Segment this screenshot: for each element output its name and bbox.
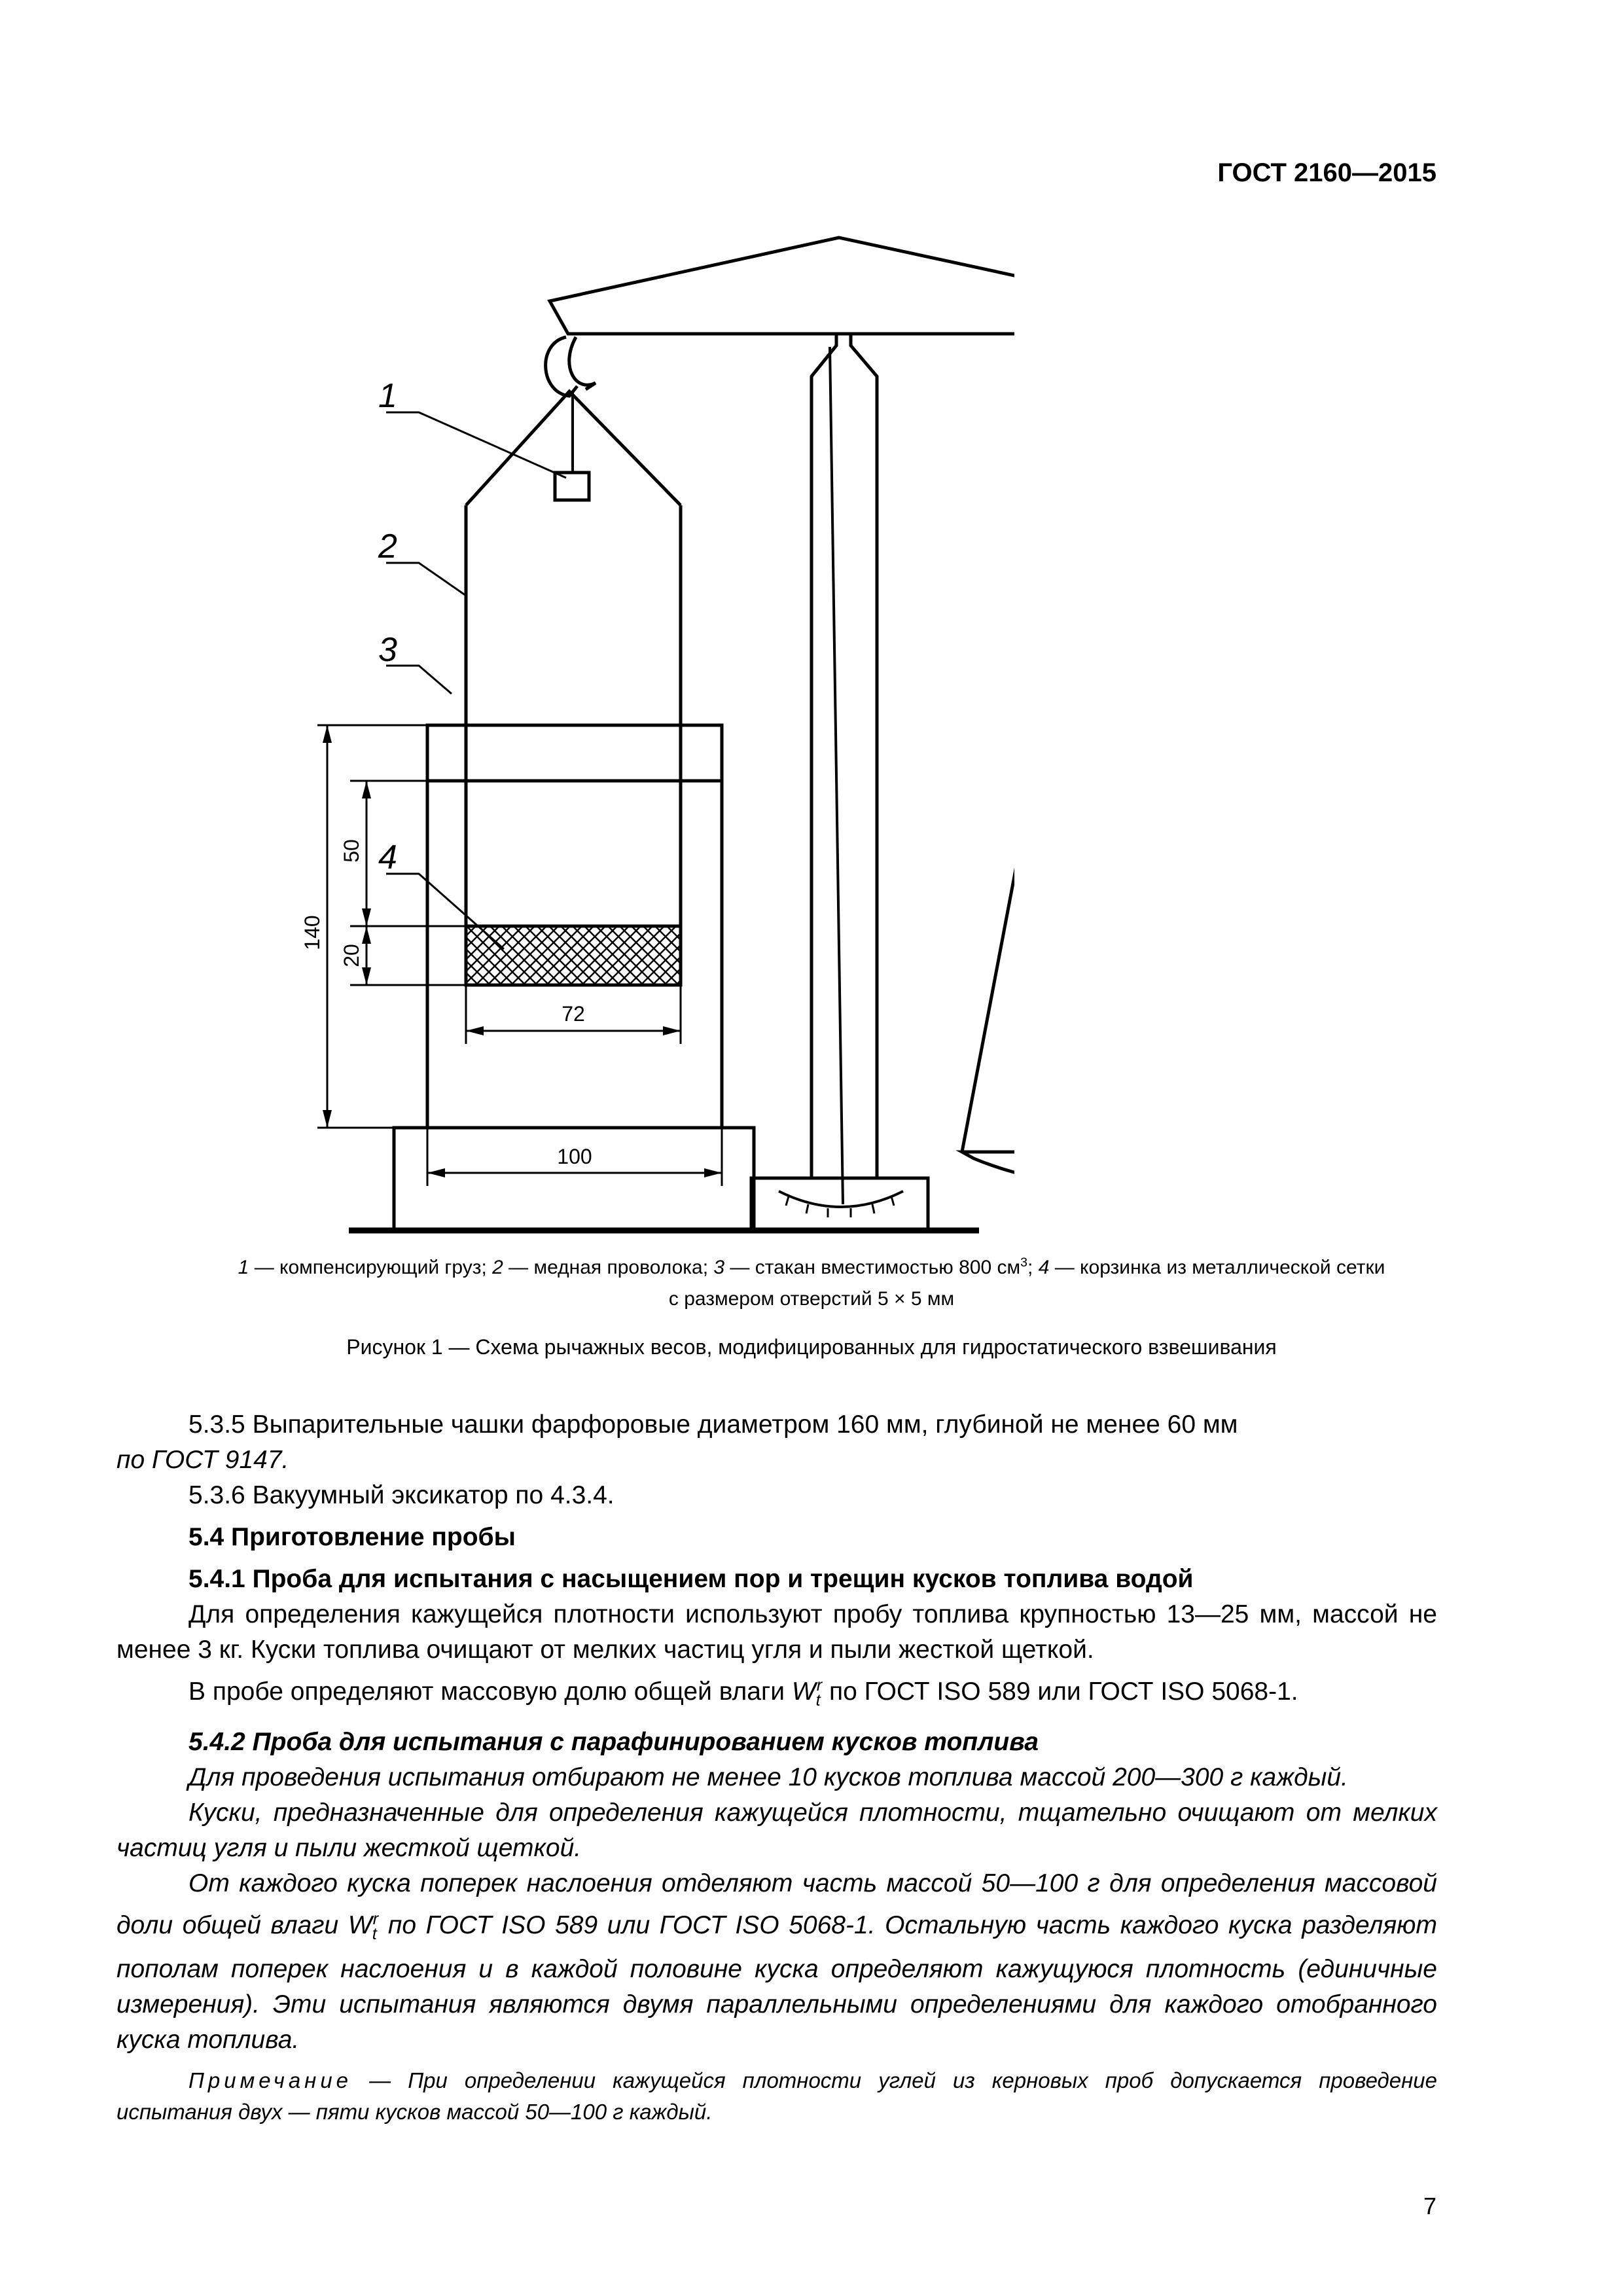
lever-scale-figure bbox=[288, 232, 1014, 1240]
section-5-4-1: 5.4.1 Проба для испытания с насыщением пор и трещин кусков топлива водой bbox=[188, 1565, 1194, 1593]
pointer bbox=[830, 347, 843, 1204]
para-5-4-2-1: Для проведения испытания отбирают не менее 10 кусков топлива массой 200—300 г каждый. bbox=[188, 1763, 1348, 1791]
stand bbox=[394, 1128, 754, 1229]
figure-caption: Рисунок 1 — Схема рычажных весов, модифицированных для гидростатического взвешивания bbox=[346, 1335, 1277, 1359]
callout-2: 2 bbox=[378, 528, 397, 565]
para-5-3-6: 5.3.6 Вакуумный эксикатор по 4.3.4. bbox=[188, 1481, 615, 1509]
document-code: ГОСТ 2160—2015 bbox=[1217, 158, 1436, 187]
section-5-4: 5.4 Приготовление пробы bbox=[188, 1523, 516, 1551]
scale-beam bbox=[550, 238, 1014, 334]
pan-cone bbox=[962, 401, 1014, 1152]
left-hook-2 bbox=[569, 337, 596, 389]
page-number: 7 bbox=[1423, 2193, 1436, 2219]
dim-100: 100 bbox=[557, 1145, 592, 1168]
callout-1: 1 bbox=[378, 377, 397, 415]
callout-leader-3 bbox=[386, 666, 452, 694]
center-column-r bbox=[851, 334, 877, 1178]
callout-leader-2 bbox=[386, 563, 466, 596]
figure-legend: 1 — компенсирующий груз; 2 — медная проволока; 3 — стакан вместимостью 800 $см^3$; 4 — корзинка из металлической сетки с размером отверстий 5 × 5 мм bbox=[238, 1255, 1385, 1310]
para-5-4-1-2: В пробе определяют массовую долю общей влаги $W_t^r$ по ГОСТ ISO 589 или ГОСТ ISO 5068-1. bbox=[188, 1676, 1298, 1710]
note-label: Примечание bbox=[188, 2068, 353, 2092]
dim-72: 72 bbox=[562, 1002, 585, 1026]
dim-50: 50 bbox=[340, 839, 363, 863]
callout-3: 3 bbox=[378, 631, 397, 669]
para-5-4-2-3: От каждого куска поперек наслоения отделяют часть массой 50—100 г для определения массовой доли общей влаги $W_t^r$ по ГОСТ ISO 589 или ГОСТ ISO 5068-1. Остальную часть каждого куска разделяют пополам поперек наслоения и в каждой половине куска определяют кажущуюся плотность (единичные измерения). Эти испытания являются двумя параллельными определениями для каждого отобранного куска топлива. bbox=[116, 1869, 1437, 2054]
indicator-box bbox=[751, 1178, 928, 1229]
indicator-scale bbox=[779, 1191, 903, 1207]
basket bbox=[466, 926, 681, 985]
callout-leader-1 bbox=[386, 412, 566, 478]
note-text: — При определении кажущейся плотности углей из керновых проб допускается проведение испытания двух — пяти кусков массой 50—100 г каждый. bbox=[116, 2068, 1438, 2124]
body-text bbox=[116, 1407, 1437, 2058]
section-5-4-2: 5.4.2 Проба для испытания с парафинированием кусков топлива bbox=[188, 1727, 1039, 1756]
compensating-weight bbox=[555, 473, 589, 500]
para-5-4-2-2: Куски, предназначенные для определения кажущейся плотности, тщательно очищают от мелких частиц угля и пыли жесткой щеткой. bbox=[116, 1798, 1437, 1862]
callout-4: 4 bbox=[378, 838, 397, 876]
dim-20: 20 bbox=[340, 944, 363, 967]
dim-140: 140 bbox=[300, 915, 324, 950]
para-5-4-1-1: Для определения кажущейся плотности используют пробу топлива крупностью 13—25 мм, массой не менее 3 кг. Куски топлива очищают от мелких частиц угля и пыли жесткой щеткой. bbox=[116, 1600, 1437, 1664]
note bbox=[116, 2065, 1437, 2128]
pan bbox=[962, 1152, 1014, 1186]
para-5-3-5: 5.3.5 Выпарительные чашки фарфоровые диаметром 160 мм, глубиной не менее 60 мм bbox=[188, 1410, 1238, 1439]
para-5-3-5-ref: по ГОСТ 9147. bbox=[116, 1446, 289, 1474]
